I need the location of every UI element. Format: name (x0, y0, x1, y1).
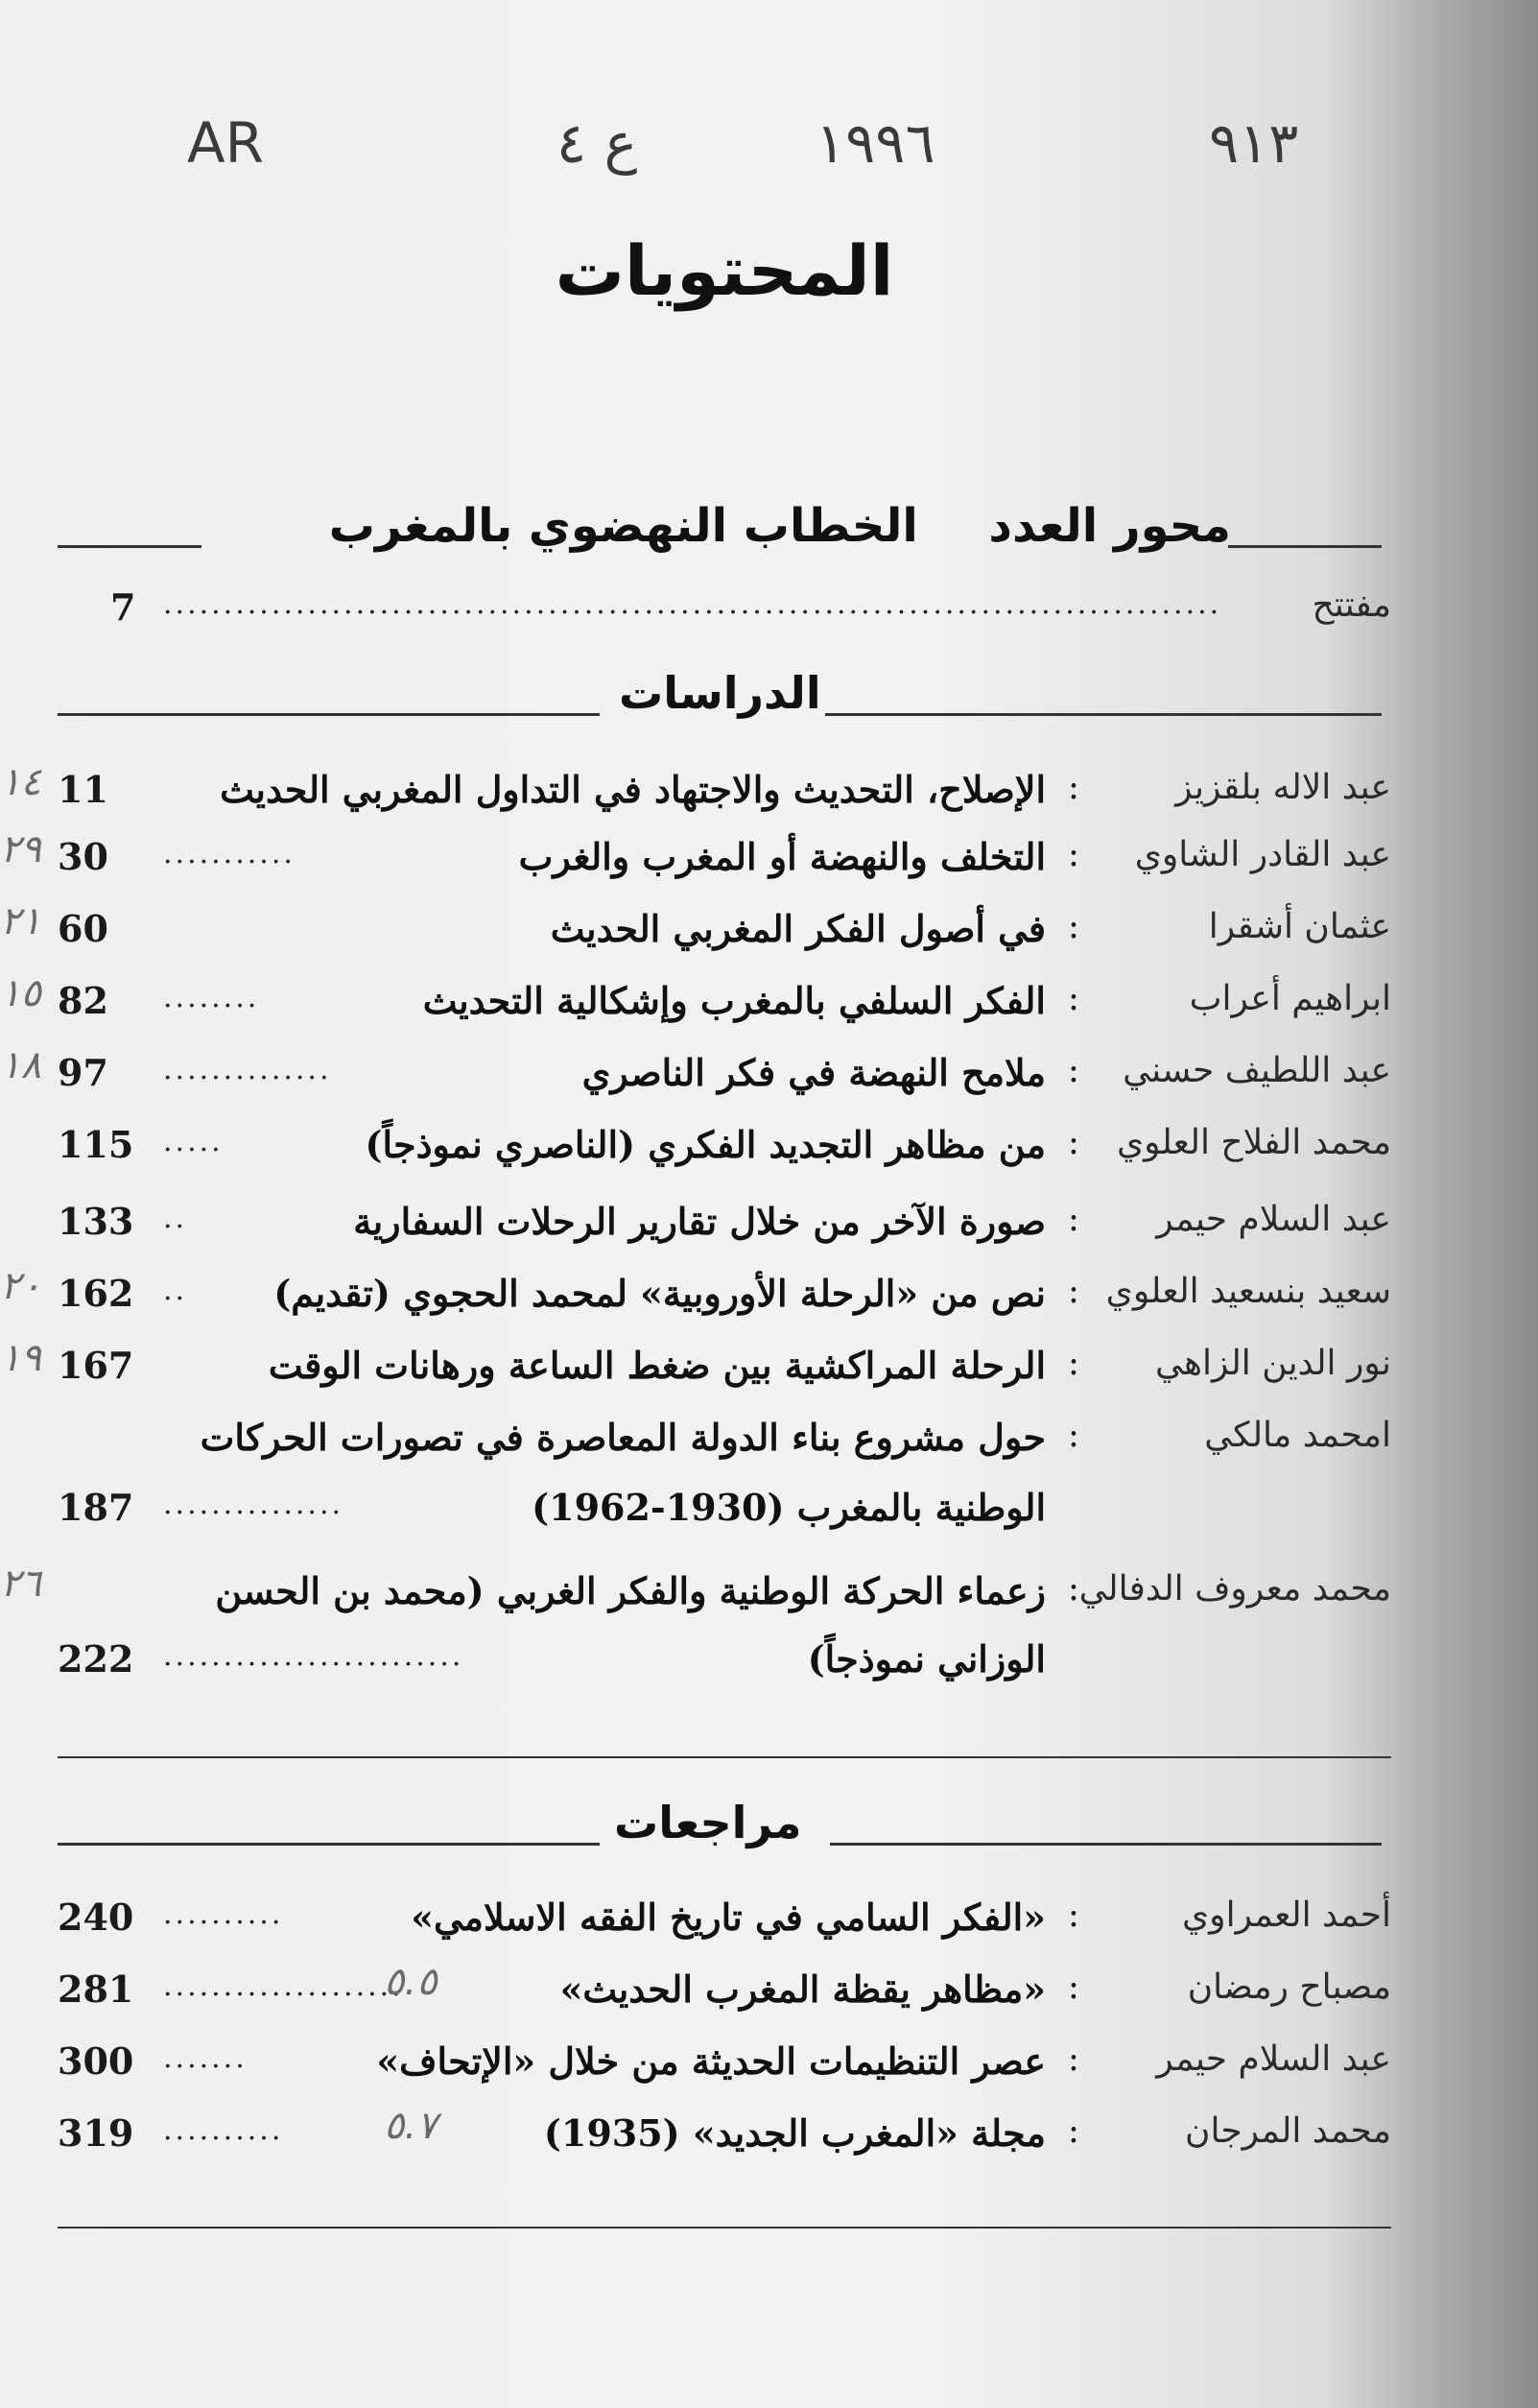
entry-author: سعيد بنسعيد العلوي (1105, 1272, 1391, 1311)
entry-leader-dots: ............... (163, 1488, 344, 1521)
entry-author: عبد السلام حيمر (1156, 2039, 1391, 2079)
entry-author: نور الدين الزاهي (1154, 1344, 1391, 1383)
entry-title: ملامح النهضة في فكر الناصري (581, 1051, 1046, 1094)
entry-separator: : (1067, 1200, 1079, 1239)
rule-reviews-right (830, 1843, 1382, 1846)
rule-studies-left (58, 713, 600, 716)
page-title: المحتويات (555, 230, 894, 311)
toc-row (58, 1051, 1391, 1109)
handwritten-note-right: ٩١٣ (1209, 110, 1299, 176)
entry-author: عبد اللطيف حسني (1123, 1051, 1391, 1090)
entry-page-number: 133 (58, 1200, 134, 1243)
entry-leader-dots: ....... (163, 2041, 248, 2075)
rule-studies-right (825, 713, 1382, 716)
handwritten-note-left: AR (187, 110, 264, 176)
pencil-note: ١٥ (0, 971, 41, 1015)
entry-leader-dots: .................... (163, 1969, 404, 2003)
entry-leader-dots: .......... (163, 1897, 284, 1931)
theme-label: محور العدد (988, 499, 1231, 553)
rule-studies-end (58, 1756, 1391, 1758)
theme-topic: الخطاب النهضوي بالمغرب (328, 499, 918, 553)
toc-row (58, 1272, 1391, 1329)
pencil-note: ٥.٧ (384, 2104, 438, 2148)
entry-separator: : (1067, 1344, 1079, 1383)
entry-title: مجلة «المغرب الجديد» (1935) (543, 2111, 1046, 2155)
entry-leader-dots: ......................... (163, 1639, 464, 1673)
entry-separator: : (1067, 979, 1079, 1018)
toc-row (58, 1123, 1391, 1180)
toc-row (58, 1486, 1391, 1543)
pencil-note: ٥.٥ (384, 1960, 438, 2004)
entry-title: التخلف والنهضة أو المغرب والغرب (518, 835, 1046, 878)
entry-page-number: 222 (58, 1637, 134, 1681)
entry-author: أحمد العمراوي (1182, 1895, 1391, 1935)
entry-title: «الفكر السامي في تاريخ الفقه الاسلامي» (411, 1895, 1046, 1939)
toc-row (58, 768, 1391, 825)
entry-separator: : (1067, 1051, 1079, 1090)
entry-author: عبد القادر الشاوي (1134, 835, 1391, 874)
entry-separator: : (1067, 2039, 1079, 2079)
entry-page-number: 82 (58, 979, 108, 1022)
toc-row (58, 2111, 1391, 2169)
entry-page-number: 162 (58, 1272, 134, 1315)
toc-row (58, 1200, 1391, 1257)
entry-author: امحمد مالكي (1204, 1416, 1391, 1455)
entry-title: عصر التنظيمات الحديثة من خلال «الإتحاف» (376, 2039, 1046, 2083)
handwritten-note-year: ١٩٩٦ (816, 110, 935, 176)
toc-intro-row (58, 585, 1391, 643)
entry-author: عثمان أشقرا (1208, 907, 1391, 946)
entry-separator: : (1067, 1569, 1079, 1609)
toc-row (58, 1416, 1391, 1473)
toc-row (58, 835, 1391, 893)
entry-title: في أصول الفكر المغربي الحديث (550, 907, 1046, 950)
toc-row (58, 979, 1391, 1037)
entry-separator: : (1067, 835, 1079, 874)
rule-theme-right (1228, 545, 1382, 548)
rule-bottom (58, 2227, 1391, 2229)
entry-separator: : (1067, 2111, 1079, 2151)
entry-separator: : (1067, 1967, 1079, 2007)
entry-separator: : (1067, 1272, 1079, 1311)
entry-author: محمد الفلاح العلوي (1116, 1123, 1391, 1162)
pencil-note: ١٩ (0, 1336, 41, 1380)
pencil-note: ١٨ (0, 1043, 41, 1087)
entry-leader-dots: .. (163, 1274, 188, 1307)
studies-heading: الدراسات (619, 667, 821, 719)
entry-page-number: 187 (58, 1486, 134, 1529)
entry-author: عبد السلام حيمر (1156, 1200, 1391, 1239)
handwritten-note-issue: ع ٤ (556, 110, 638, 176)
entry-title: من مظاهر التجديد الفكري (الناصري نموذجاً) (365, 1123, 1046, 1166)
entry-separator: : (1067, 907, 1079, 946)
entry-separator: : (1067, 1416, 1079, 1455)
entry-leader-dots: ..... (163, 1125, 224, 1158)
pencil-note: ٢٠ (0, 1264, 41, 1308)
entry-leader-dots: .............. (163, 1053, 332, 1086)
toc-row (58, 2039, 1391, 2097)
pencil-note: ٢٩ (0, 827, 41, 871)
entry-author: عبد الاله بلقزيز (1175, 768, 1391, 807)
entry-page-number: 97 (58, 1051, 108, 1094)
pencil-note: ١٤ (0, 760, 41, 804)
entry-page-number: 300 (58, 2039, 134, 2083)
entry-page-number: 281 (58, 1967, 134, 2011)
entry-title: «مظاهر يقظة المغرب الحديث» (559, 1967, 1046, 2011)
entry-author: ابراهيم أعراب (1189, 979, 1391, 1018)
entry-leader-dots: .. (163, 1202, 188, 1235)
pencil-note: ٢٦ (0, 1562, 41, 1606)
entry-separator: : (1067, 1895, 1079, 1935)
entry-separator: : (1067, 768, 1079, 807)
entry-title: الفكر السلفي بالمغرب وإشكالية التحديث (422, 979, 1046, 1022)
intro-page: 7 (110, 585, 136, 629)
intro-dots: ........................................................................................ (163, 587, 1222, 621)
entry-page-number: 240 (58, 1895, 134, 1939)
entry-title: الرحلة المراكشية بين ضغط الساعة ورهانات الوقت (268, 1344, 1046, 1387)
entry-separator: : (1067, 1123, 1079, 1162)
entry-leader-dots: .......... (163, 2113, 284, 2147)
entry-page-number: 319 (58, 2111, 134, 2155)
toc-row (58, 1637, 1391, 1695)
entry-title: زعماء الحركة الوطنية والفكر الغربي (محمد بن الحسن (215, 1569, 1046, 1612)
toc-row (58, 1967, 1391, 2025)
rule-reviews-left (58, 1843, 600, 1846)
reviews-heading: مراجعات (614, 1797, 802, 1848)
entry-leader-dots: ........... (163, 837, 296, 870)
entry-title: نص من «الرحلة الأوروبية» لمحمد الحجوي (تقديم) (273, 1272, 1046, 1315)
entry-author: محمد المرجان (1185, 2111, 1391, 2151)
entry-title: حول مشروع بناء الدولة المعاصرة في تصورات الحركات (200, 1416, 1046, 1459)
toc-row (58, 1569, 1391, 1627)
toc-row (58, 907, 1391, 965)
toc-row (58, 1344, 1391, 1401)
entry-page-number: 167 (58, 1344, 134, 1387)
entry-author: محمد معروف الدفالي (1078, 1569, 1391, 1609)
pencil-note: ٢١ (0, 899, 41, 943)
entry-page-number: 11 (58, 768, 108, 811)
rule-theme-left (58, 545, 201, 548)
entry-title: صورة الآخر من خلال تقارير الرحلات السفارية (353, 1200, 1046, 1243)
entry-page-number: 60 (58, 907, 108, 950)
theme-heading (329, 499, 1231, 553)
entry-title: الوزاني نموذجاً) (807, 1637, 1046, 1681)
entry-leader-dots: ........ (163, 981, 260, 1014)
entry-title: الإصلاح، التحديث والاجتهاد في التداول المغربي الحديث (220, 768, 1046, 811)
entry-page-number: 115 (58, 1123, 134, 1166)
entry-title: الوطنية بالمغرب (1930-1962) (532, 1486, 1046, 1529)
entry-author: مصباح رمضان (1187, 1967, 1391, 2007)
intro-label: مفتتح (1312, 585, 1391, 625)
toc-row (58, 1895, 1391, 1953)
entry-page-number: 30 (58, 835, 108, 878)
